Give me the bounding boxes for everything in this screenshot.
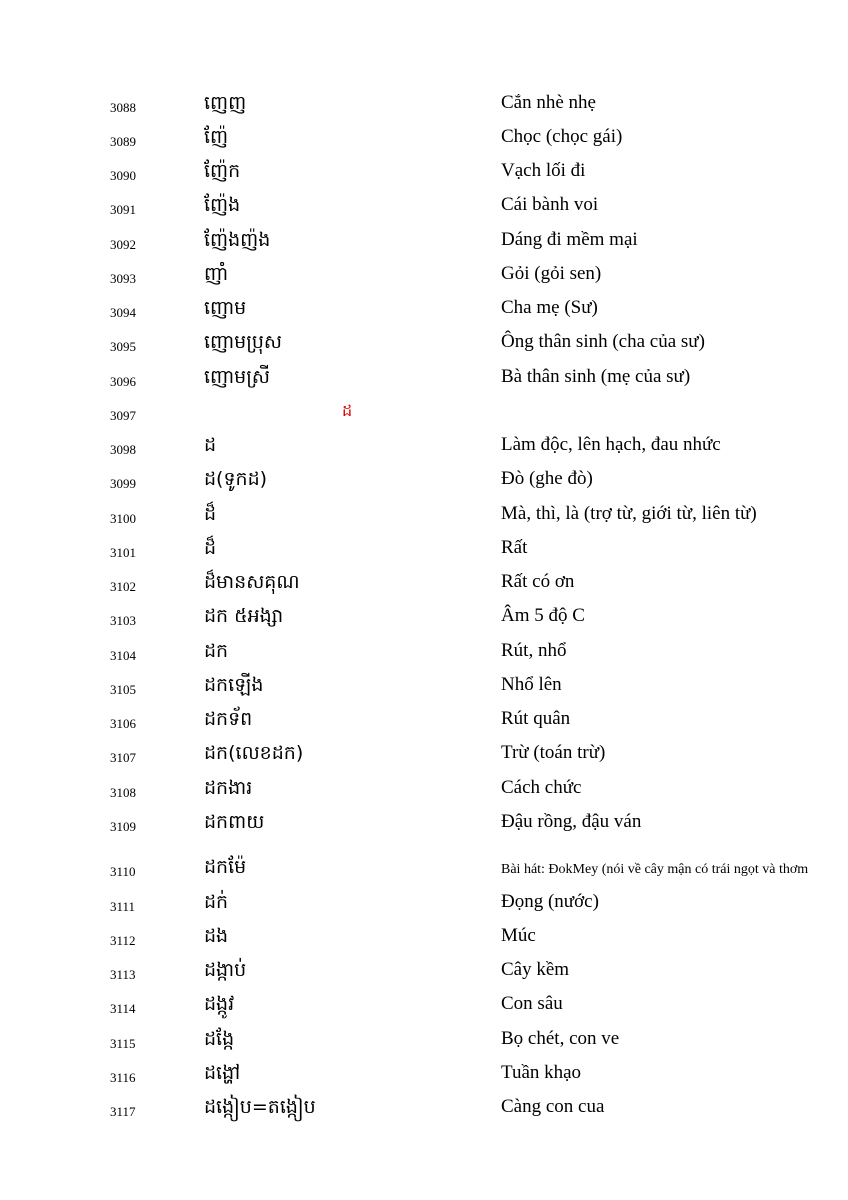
vietnamese-meaning: Cha mẹ (Sư) (501, 297, 598, 318)
khmer-term: ដ៏ (204, 503, 217, 525)
khmer-term: ដ (204, 434, 217, 456)
vietnamese-meaning: Đậu rồng, đậu ván (501, 811, 642, 832)
khmer-term: ដកពាយ (204, 811, 265, 833)
entry-row (0, 194, 848, 224)
vietnamese-meaning: Bà thân sinh (mẹ của sư) (501, 366, 691, 387)
entry-number: 3107 (110, 750, 136, 765)
khmer-term: ញ៉ែ (204, 126, 229, 148)
khmer-term: ញេញ (204, 92, 247, 114)
khmer-term: ដក(លេខដក) (204, 742, 304, 764)
vietnamese-meaning: Nhổ lên (501, 674, 562, 695)
vietnamese-meaning: Bọ chét, con ve (501, 1028, 620, 1049)
entry-row (0, 891, 848, 921)
vietnamese-meaning: Rút quân (501, 708, 571, 729)
entry-row (0, 126, 848, 156)
vietnamese-meaning: Càng con cua (501, 1096, 605, 1117)
vietnamese-meaning: Mà, thì, là (trợ từ, giới từ, liên từ) (501, 503, 757, 524)
entry-row (0, 777, 848, 807)
entry-row (0, 503, 848, 533)
vietnamese-meaning: Ông thân sinh (cha của sư) (501, 331, 705, 352)
section-letter-heading: ដ (342, 401, 353, 420)
entry-number: 3108 (110, 785, 136, 800)
entry-number: 3103 (110, 613, 136, 628)
vietnamese-meaning: Trừ (toán trừ) (501, 742, 606, 763)
entry-number: 3111 (110, 899, 136, 914)
khmer-term: ដង្កូវ (204, 993, 235, 1015)
vietnamese-meaning: Cây kềm (501, 959, 570, 980)
khmer-term: ដកងារ (204, 777, 253, 799)
entry-number: 3092 (110, 237, 136, 252)
entry-row (0, 331, 848, 361)
entry-row (0, 160, 848, 190)
entry-row (0, 571, 848, 601)
entry-row (0, 605, 848, 635)
entry-number: 3088 (110, 100, 136, 115)
section-letter-row (0, 400, 848, 430)
entry-row (0, 537, 848, 567)
entry-row (0, 434, 848, 464)
khmer-term: ញោមប្រុស (204, 331, 283, 353)
entry-row (0, 925, 848, 955)
vietnamese-meaning: Đọng (nước) (501, 891, 599, 912)
khmer-term: ញ៉ែងញ៉ង (204, 229, 271, 251)
khmer-term: ដង (204, 925, 229, 947)
entry-number: 3099 (110, 476, 136, 491)
vietnamese-meaning: Rút, nhổ (501, 640, 567, 661)
vietnamese-meaning: Chọc (chọc gái) (501, 126, 623, 147)
vietnamese-meaning: Rất (501, 537, 528, 558)
khmer-term: ដកម៉ែ (204, 856, 247, 878)
entry-number: 3114 (110, 1001, 136, 1016)
entry-number: 3095 (110, 339, 136, 354)
vietnamese-meaning: Cái bành voi (501, 194, 599, 215)
khmer-term: ដ(ទូកដ) (204, 468, 268, 490)
entry-number: 3113 (110, 967, 136, 982)
entry-number: 3110 (110, 864, 136, 879)
entry-number: 3102 (110, 579, 136, 594)
entry-row (0, 811, 848, 841)
khmer-term: ដ៏មានសគុណ (204, 571, 300, 593)
khmer-term: ដកទ័ព (204, 708, 253, 730)
entry-row (0, 263, 848, 293)
entry-number: 3089 (110, 134, 136, 149)
entry-row (0, 468, 848, 498)
entry-number: 3116 (110, 1070, 136, 1085)
vietnamese-meaning: Gỏi (gỏi sen) (501, 263, 602, 284)
entry-row (0, 92, 848, 122)
entry-number: 3091 (110, 202, 136, 217)
khmer-term: ញ៉ែក (204, 160, 241, 182)
khmer-term: ដកឡើង (204, 674, 264, 696)
vietnamese-meaning: Con sâu (501, 993, 563, 1014)
entry-number: 3096 (110, 374, 136, 389)
vietnamese-meaning: Đò (ghe đò) (501, 468, 593, 489)
entry-number: 3101 (110, 545, 136, 560)
entry-row (0, 297, 848, 327)
entry-row (0, 708, 848, 738)
entry-number: 3104 (110, 648, 136, 663)
vietnamese-meaning: Dáng đi mềm mại (501, 229, 638, 250)
vietnamese-meaning: Làm độc, lên hạch, đau nhức (501, 434, 721, 455)
entry-number: 3100 (110, 511, 136, 526)
khmer-term: ដ៏ (204, 537, 217, 559)
khmer-term: ដង្កែ (204, 1028, 235, 1050)
entry-number: 3115 (110, 1036, 136, 1051)
entry-row (0, 674, 848, 704)
khmer-term: ដង្កៀប=តង្កៀប (204, 1096, 316, 1118)
entry-number: 3098 (110, 442, 136, 457)
vietnamese-meaning: Cách chức (501, 777, 582, 798)
khmer-term: ដក ៥អង្សា (204, 605, 284, 627)
khmer-term: ដក (204, 640, 229, 662)
entry-number: 3094 (110, 305, 136, 320)
entry-row (0, 640, 848, 670)
entry-number: 3106 (110, 716, 136, 731)
entry-row (0, 742, 848, 772)
entry-number: 3112 (110, 933, 136, 948)
vietnamese-meaning: Rất có ơn (501, 571, 575, 592)
khmer-term: ញោមស្រី (204, 366, 270, 388)
entry-number: 3117 (110, 1104, 136, 1119)
entry-row (0, 229, 848, 259)
entry-number: 3105 (110, 682, 136, 697)
khmer-term: ញ៉ែង (204, 194, 241, 216)
entry-row (0, 993, 848, 1023)
entry-number: 3090 (110, 168, 136, 183)
entry-number: 3097 (110, 408, 136, 423)
vietnamese-meaning: Vạch lối đi (501, 160, 586, 181)
khmer-term: ដក់ (204, 891, 229, 913)
khmer-term: ដង្កាប់ (204, 959, 247, 981)
khmer-term: ដង្ហៅ (204, 1062, 241, 1084)
vietnamese-meaning: Tuần khạo (501, 1062, 582, 1083)
vietnamese-meaning: Cắn nhè nhẹ (501, 92, 596, 113)
entry-row (0, 1096, 848, 1126)
khmer-term: ញោម (204, 297, 247, 319)
entry-row (0, 1028, 848, 1058)
vietnamese-meaning: Bài hát: ĐokMey (nói về cây mận có trái ngọt và thơm (501, 862, 809, 877)
vietnamese-meaning: Âm 5 độ C (501, 605, 585, 626)
entry-row (0, 959, 848, 989)
entry-row (0, 856, 848, 886)
entry-row (0, 1062, 848, 1092)
entry-number: 3109 (110, 819, 136, 834)
vietnamese-meaning: Múc (501, 925, 536, 946)
khmer-term: ញាំ (204, 263, 229, 285)
entry-row (0, 366, 848, 396)
entry-number: 3093 (110, 271, 136, 286)
